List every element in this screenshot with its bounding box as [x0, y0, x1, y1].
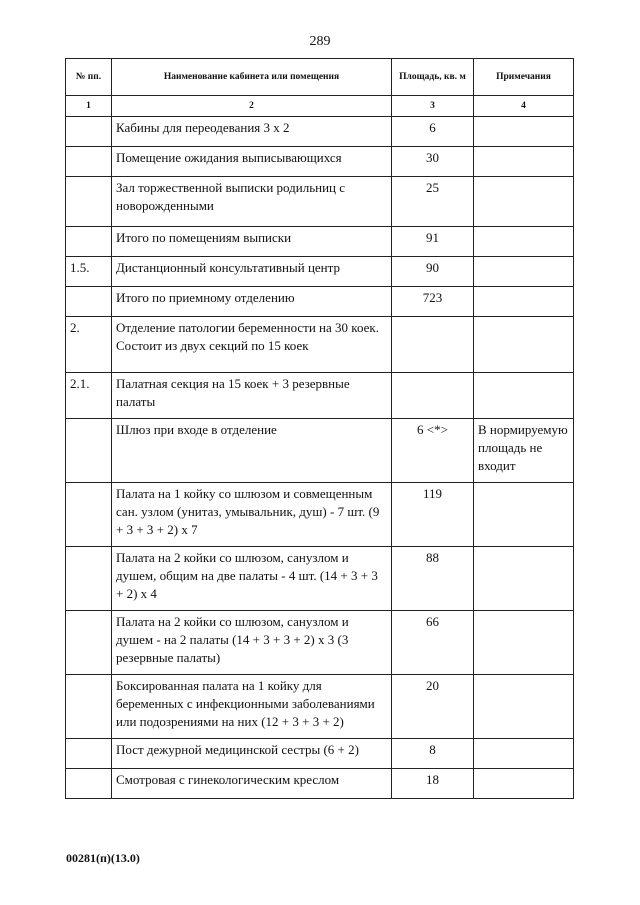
row-number-cell: [66, 675, 112, 739]
column-number: 2: [112, 96, 392, 117]
row-number-cell: [66, 147, 112, 177]
row-number-cell: [66, 611, 112, 675]
room-note-cell: [474, 287, 574, 317]
room-area-cell: 8: [392, 739, 474, 769]
row-number-cell: [66, 117, 112, 147]
room-name-cell: Смотровая с гинекологическим креслом: [112, 769, 392, 799]
room-note-cell: [474, 611, 574, 675]
table-row: [66, 739, 574, 769]
row-number-cell: 2.: [66, 317, 112, 373]
room-name-cell: Шлюз при входе в отделение: [112, 419, 392, 483]
room-area-cell: 90: [392, 257, 474, 287]
row-number-cell: [66, 287, 112, 317]
table-row: [66, 373, 574, 419]
room-name-cell: Палата на 2 койки со шлюзом, санузлом и душем, общим на две палаты - 4 шт. (14 + 3 + 3 + 2) x 4: [112, 547, 392, 611]
room-area-cell: 66: [392, 611, 474, 675]
table-row: [66, 675, 574, 739]
room-name-cell: Боксированная палата на 1 койку для беременных с инфекционными заболеваниями или подозрениями на них (12 + 3 + 3 + 2): [112, 675, 392, 739]
row-number-cell: [66, 547, 112, 611]
room-area-cell: 18: [392, 769, 474, 799]
row-number-cell: [66, 177, 112, 227]
room-note-cell: [474, 177, 574, 227]
table-row: [66, 419, 574, 483]
table-row: [66, 117, 574, 147]
room-name-cell: Итого по помещениям выписки: [112, 227, 392, 257]
row-number-cell: 2.1.: [66, 373, 112, 419]
room-area-cell: 30: [392, 147, 474, 177]
column-number: 4: [474, 96, 574, 117]
room-note-cell: [474, 227, 574, 257]
document-code: 00281(п)(13.0): [66, 851, 140, 865]
row-number-cell: [66, 227, 112, 257]
room-name-cell: Зал торжественной выписки родильниц с новорожденными: [112, 177, 392, 227]
room-note-cell: В нормируемую площадь не входит: [474, 419, 574, 483]
header-num: № пп.: [66, 59, 112, 96]
room-area-cell: 25: [392, 177, 474, 227]
room-note-cell: [474, 117, 574, 147]
room-area-cell: [392, 373, 474, 419]
room-name-cell: Палата на 1 койку со шлюзом и совмещенным сан. узлом (унитаз, умывальник, душ) - 7 шт. (9 + 3 + 3 + 2) x 7: [112, 483, 392, 547]
room-name-cell: Палата на 2 койки со шлюзом, санузлом и душем - на 2 палаты (14 + 3 + 3 + 2) x 3 (3 резервные палаты): [112, 611, 392, 675]
table-row: [66, 257, 574, 287]
header-name: Наименование кабинета или помещения: [112, 59, 392, 96]
room-area-cell: 20: [392, 675, 474, 739]
room-note-cell: [474, 675, 574, 739]
room-area-cell: 91: [392, 227, 474, 257]
table-row: [66, 177, 574, 227]
table-row: [66, 611, 574, 675]
room-area-cell: 723: [392, 287, 474, 317]
page-number: 289: [309, 34, 331, 49]
table-body: [66, 96, 574, 799]
column-number: 1: [66, 96, 112, 117]
room-note-cell: [474, 739, 574, 769]
table-row: [66, 317, 574, 373]
room-note-cell: [474, 547, 574, 611]
row-number-cell: [66, 739, 112, 769]
room-area-cell: 6 <*>: [392, 419, 474, 483]
room-name-cell: Пост дежурной медицинской сестры (6 + 2): [112, 739, 392, 769]
room-note-cell: [474, 483, 574, 547]
table-row: [66, 147, 574, 177]
room-name-cell: Кабины для переодевания 3 x 2: [112, 117, 392, 147]
table-row: [66, 287, 574, 317]
room-note-cell: [474, 769, 574, 799]
room-note-cell: [474, 373, 574, 419]
table-header-row: [66, 59, 574, 96]
room-area-cell: 119: [392, 483, 474, 547]
room-name-cell: Помещение ожидания выписывающихся: [112, 147, 392, 177]
column-numbers-row: [66, 96, 574, 117]
room-note-cell: [474, 257, 574, 287]
room-area-cell: [392, 317, 474, 373]
table-row: [66, 227, 574, 257]
rooms-table: [65, 58, 574, 799]
row-number-cell: 1.5.: [66, 257, 112, 287]
room-note-cell: [474, 317, 574, 373]
header-note: Примечания: [474, 59, 574, 96]
row-number-cell: [66, 419, 112, 483]
room-note-cell: [474, 147, 574, 177]
row-number-cell: [66, 483, 112, 547]
table-row: [66, 547, 574, 611]
row-number-cell: [66, 769, 112, 799]
room-area-cell: 6: [392, 117, 474, 147]
room-area-cell: 88: [392, 547, 474, 611]
room-name-cell: Дистанционный консультативный центр: [112, 257, 392, 287]
room-name-cell: Итого по приемному отделению: [112, 287, 392, 317]
room-name-cell: Палатная секция на 15 коек + 3 резервные палаты: [112, 373, 392, 419]
header-area: Площадь, кв. м: [392, 59, 474, 96]
column-number: 3: [392, 96, 474, 117]
table-row: [66, 483, 574, 547]
table-row: [66, 769, 574, 799]
room-name-cell: Отделение патологии беременности на 30 коек. Состоит из двух секций по 15 коек: [112, 317, 392, 373]
